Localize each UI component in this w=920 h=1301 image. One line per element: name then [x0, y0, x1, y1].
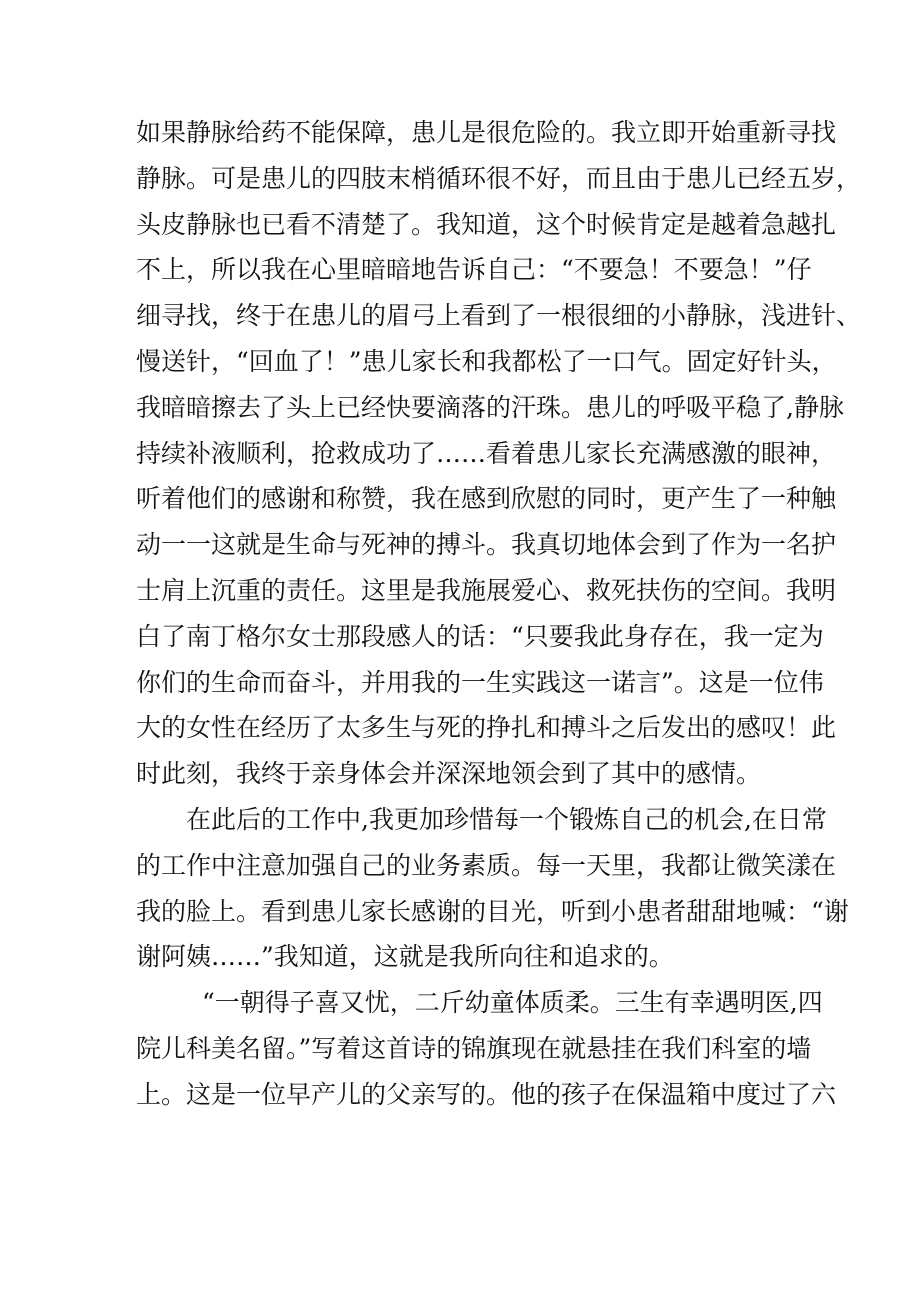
text-line: 头皮静脉也已看不清楚了。我知道，这个时候肯定是越着急越扎 — [136, 209, 837, 239]
text-line: 士肩上沉重的责任。这里是我施展爱心、救死扶伤的空间。我明 — [136, 575, 837, 605]
text-line: 上。这是一位早产儿的父亲写的。他的孩子在保温箱中度过了六 — [136, 1079, 837, 1109]
text-line: 听着他们的感谢和称赞，我在感到欣慰的同时，更产生了一种触 — [136, 484, 837, 514]
text-line: 白了南丁格尔女士那段感人的话：“只要我此身存在，我一定为 — [136, 621, 824, 651]
text-line: 不上，所以我在心里暗暗地告诉自己：“不要急！不要急！”仔 — [136, 255, 812, 285]
text-line: 大的女性在经历了太多生与死的挣扎和搏斗之后发出的感叹！此 — [136, 713, 837, 743]
paragraph-first-line: 在此后的工作中,我更加珍惜每一个锻炼自己的机会,在日常 — [186, 804, 827, 834]
text-line: 如果静脉给药不能保障，患儿是很危险的。我立即开始重新寻找 — [136, 118, 837, 147]
text-line: 时此刻，我终于亲身体会并深深地领会到了其中的感情。 — [136, 759, 762, 789]
text-line: 静脉。可是患儿的四肢末梢循环很不好，而且由于患儿已经五岁， — [136, 163, 862, 193]
text-line: 谢阿姨……”我知道，这就是我所向往和追求的。 — [136, 942, 674, 972]
text-line: 动一一这就是生命与死神的搏斗。我真切地体会到了作为一名护 — [136, 530, 837, 560]
text-line: 院儿科美名留。”写着这首诗的锦旗现在就悬挂在我们科室的墙 — [136, 1033, 812, 1063]
text-line: 你们的生命而奋斗，并用我的一生实践这一诺言”。这是一位伟 — [136, 667, 824, 697]
text-line: 我暗暗擦去了头上已经快要滴落的汗珠。患儿的呼吸平稳了,静脉 — [136, 392, 844, 422]
text-line: 持续补液顺利，抢救成功了……看着患儿家长充满感激的眼神， — [136, 438, 837, 468]
body-text — [136, 110, 862, 1118]
text-line: 我的脸上。看到患儿家长感谢的目光，听到小患者甜甜地喊：“谢 — [136, 896, 849, 926]
text-line: 慢送针，“回血了！”患儿家长和我都松了一口气。固定好针头， — [136, 346, 837, 376]
text-line: 的工作中注意加强自己的业务素质。每一天里，我都让微笑漾在 — [136, 850, 837, 880]
text-line: 细寻找，终于在患儿的眉弓上看到了一根很细的小静脉，浅进针、 — [136, 301, 862, 331]
paragraph-first-line: “一朝得子喜又忧，二斤幼童体质柔。三生有幸遇明医,四 — [202, 988, 823, 1018]
